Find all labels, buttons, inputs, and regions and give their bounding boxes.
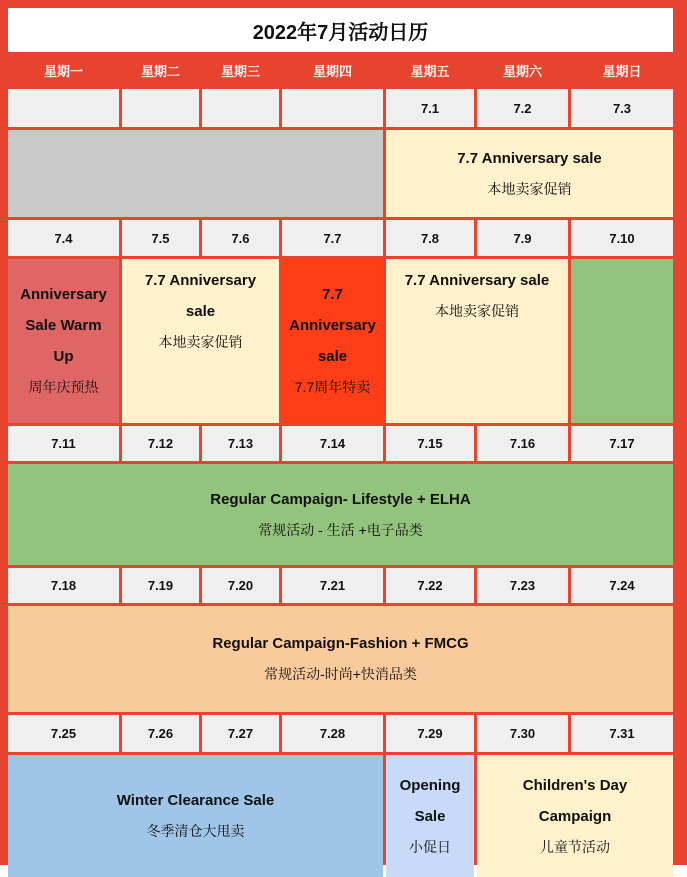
date-cell: 7.10 [571, 220, 673, 256]
event-regular-fashion [8, 606, 673, 712]
event-anniversary-local [122, 259, 279, 423]
event-title-line: Opening [399, 776, 461, 794]
weekday-header-tue: 星期二 [122, 55, 199, 86]
event-warm-up [8, 259, 119, 423]
weekday-header-wed: 星期三 [202, 55, 279, 86]
date-cell: 7.28 [282, 715, 383, 752]
date-cell: 7.5 [122, 220, 199, 256]
date-cell-empty [122, 89, 199, 127]
event-subtitle: 小促日 [409, 838, 451, 855]
date-cell: 7.26 [122, 715, 199, 752]
event-subtitle: 周年庆预热 [28, 379, 99, 395]
date-cell: 7.20 [202, 568, 279, 603]
event-anniversary-local [386, 259, 568, 423]
event-title-line: Sale [414, 807, 446, 825]
date-cell: 7.3 [571, 89, 673, 127]
weekday-header-thu: 星期四 [282, 55, 383, 86]
page-title: 2022年7月活动日历 [8, 8, 673, 52]
date-cell: 7.14 [282, 426, 383, 461]
date-cell-empty [202, 89, 279, 127]
weekday-header-fri: 星期五 [386, 55, 474, 86]
calendar-grid [8, 8, 679, 857]
date-cell: 7.27 [202, 715, 279, 752]
date-cell: 7.6 [202, 220, 279, 256]
weekday-header-sat: 星期六 [477, 55, 568, 86]
event-subtitle: 本地卖家促销 [487, 180, 572, 197]
date-cell: 7.8 [386, 220, 474, 256]
weekday-header-mon: 星期一 [8, 55, 119, 86]
event-subtitle: 常规活动-时尚+快消品类 [264, 666, 417, 682]
event-regular-lifestyle [8, 464, 673, 565]
date-cell-empty [282, 89, 383, 127]
date-cell: 7.7 [282, 220, 383, 256]
event-title: Winter Clearance Sale [116, 792, 275, 809]
date-cell: 7.13 [202, 426, 279, 461]
event-title-line: Sale Warm Up [25, 317, 102, 365]
event-anniversary-special [282, 259, 383, 423]
date-cell: 7.15 [386, 426, 474, 461]
event-subtitle: 7.7周年特卖 [294, 379, 371, 395]
date-cell: 7.21 [282, 568, 383, 603]
event-title: 7.7 Anniversary sale [404, 272, 550, 289]
event-empty-block [571, 259, 673, 423]
date-cell: 7.9 [477, 220, 568, 256]
event-title: 7.7 Anniversary sale [457, 149, 602, 167]
event-title-line: Children's Day [522, 776, 628, 794]
event-subtitle: 本地卖家促销 [435, 303, 519, 319]
event-title-line: Anniversary [289, 317, 376, 334]
date-cell: 7.22 [386, 568, 474, 603]
event-title-line: sale [317, 348, 348, 365]
date-cell: 7.11 [8, 426, 119, 461]
event-subtitle: 冬季清仓大甩卖 [146, 823, 245, 839]
event-subtitle: 常规活动 - 生活 +电子品类 [258, 521, 423, 538]
date-cell: 7.2 [477, 89, 568, 127]
date-cell: 7.17 [571, 426, 673, 461]
event-placeholder-block [8, 130, 383, 217]
date-cell: 7.30 [477, 715, 568, 752]
event-title-line: Campaign [538, 807, 612, 825]
event-opening-sale [386, 755, 474, 877]
date-cell: 7.29 [386, 715, 474, 752]
date-cell: 7.12 [122, 426, 199, 461]
event-anniversary-sale [386, 130, 673, 217]
date-cell: 7.16 [477, 426, 568, 461]
date-cell: 7.24 [571, 568, 673, 603]
event-title: Regular Campaign- Lifestyle + ELHA [210, 490, 471, 508]
event-title-line: sale [185, 303, 216, 320]
event-title-line: 7.7 Anniversary [144, 272, 257, 289]
date-cell: 7.25 [8, 715, 119, 752]
event-subtitle: 本地卖家促销 [158, 334, 243, 350]
event-title-line: 7.7 [322, 286, 343, 303]
event-childrens-day [477, 755, 673, 877]
event-winter-clearance [8, 755, 383, 877]
date-cell: 7.1 [386, 89, 474, 127]
date-cell: 7.19 [122, 568, 199, 603]
date-cell-empty [8, 89, 119, 127]
date-cell: 7.31 [571, 715, 673, 752]
event-title-line: Anniversary [20, 286, 107, 303]
event-subtitle: 儿童节活动 [540, 838, 610, 855]
weekday-header-sun: 星期日 [571, 55, 673, 86]
date-cell: 7.18 [8, 568, 119, 603]
date-cell: 7.4 [8, 220, 119, 256]
event-title: Regular Campaign-Fashion + FMCG [212, 635, 469, 652]
date-cell: 7.23 [477, 568, 568, 603]
